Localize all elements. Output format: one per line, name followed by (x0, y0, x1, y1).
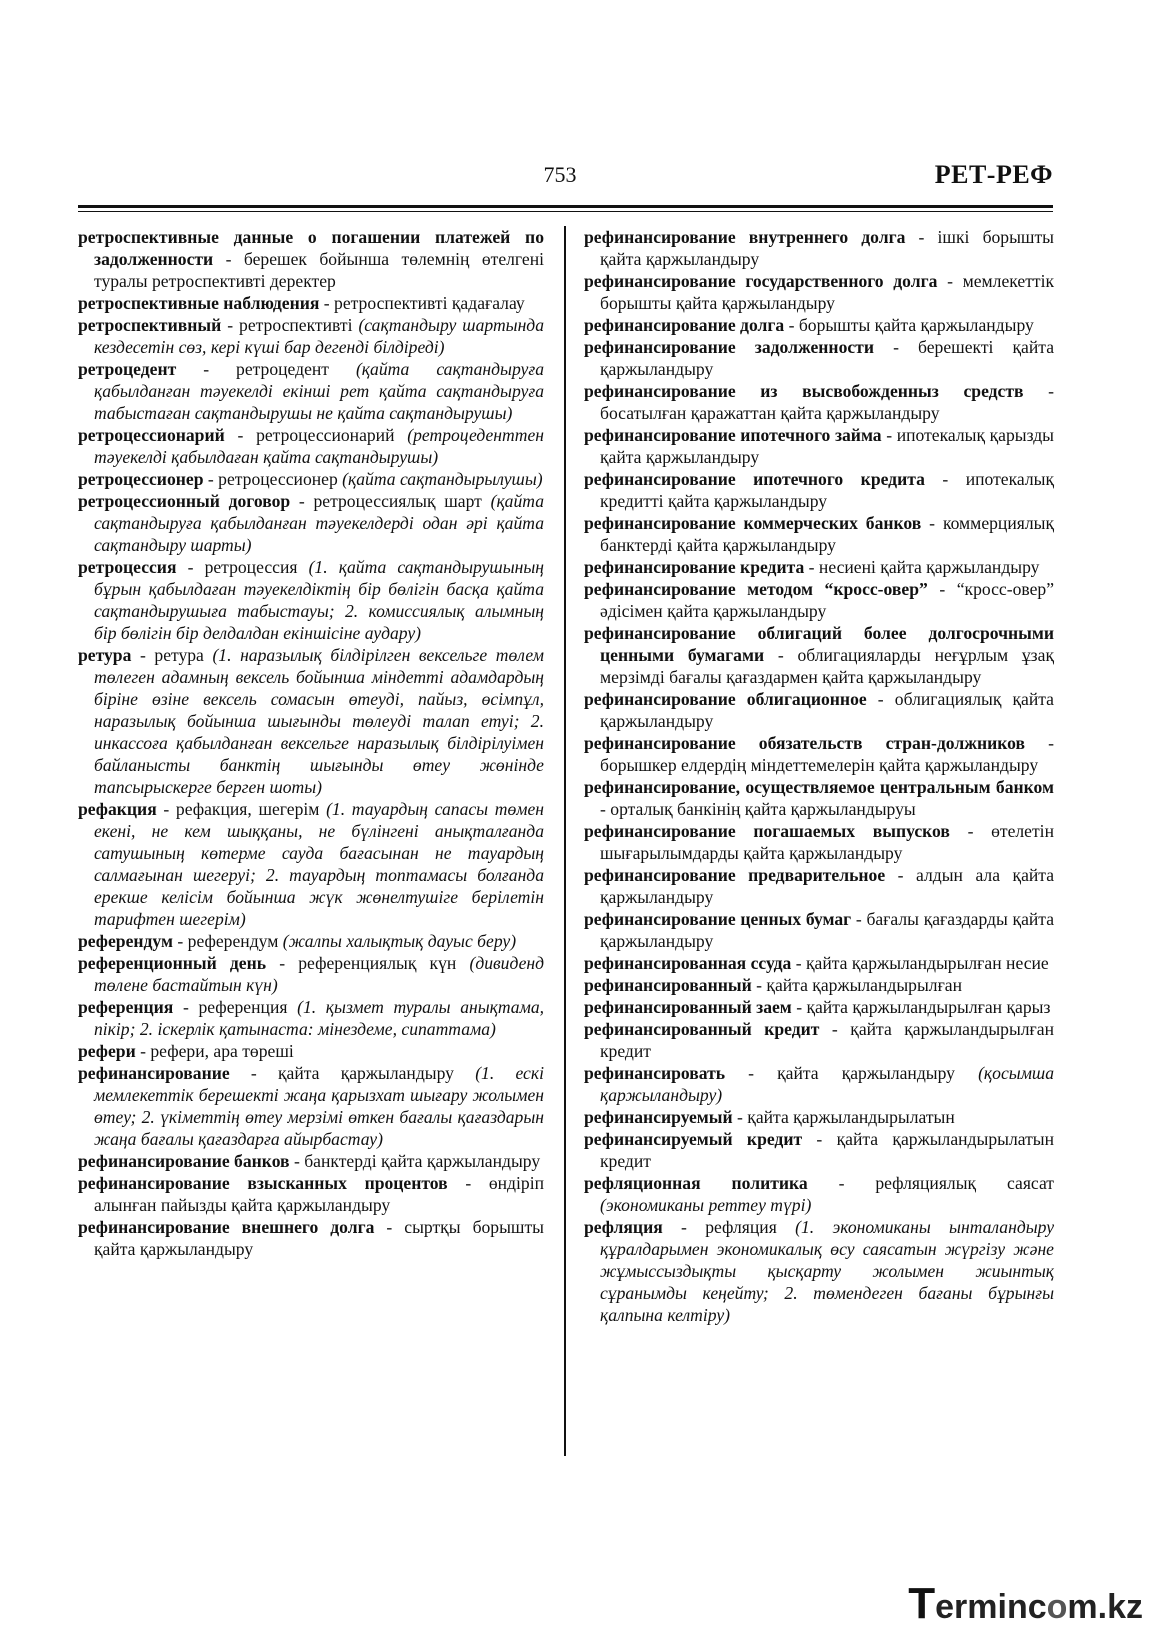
entry-note: (1. ескі мемлекеттік берешекті жаңа қарызхат шығару жолымен өтеу; 2. үкіметтің өтеу мерзімі өткен бағалы қағаздарын жаңа бағалы қағаздарға айырбастау) (94, 1063, 544, 1149)
entry-definition: рефляциялық саясат (875, 1173, 1054, 1193)
entry-definition: ретроцессиялық шарт (313, 491, 491, 511)
dictionary-entry (584, 820, 1054, 864)
dictionary-entry (584, 270, 1054, 314)
entry-separator: - (791, 997, 807, 1017)
entry-term: рефинансирование, осуществляемое центральным банком (584, 777, 1054, 797)
entry-separator: - (807, 1173, 876, 1193)
dictionary-entry (78, 314, 544, 358)
entry-term: референция (78, 997, 174, 1017)
dictionary-entry (584, 1172, 1054, 1216)
entry-definition: ретроспективті қадағалау (334, 293, 525, 313)
entry-separator: - (851, 909, 867, 929)
entry-note: (ретроцеденттен тәуекелді қабылдаған қайта сақтандырушы) (94, 425, 544, 467)
entry-term: ретроцессионный договор (78, 491, 291, 511)
entry-separator: - (921, 513, 943, 533)
entry-definition: қайта қаржыландыру (277, 1063, 476, 1083)
entry-term: ретроцедент (78, 359, 177, 379)
dictionary-entry (78, 952, 544, 996)
dictionary-entry (78, 1150, 544, 1172)
entry-term: рефинансирование коммерческих банков (584, 513, 922, 533)
dictionary-entry (584, 864, 1054, 908)
entry-separator: - (600, 799, 611, 819)
entry-definition: ретроспективті (239, 315, 359, 335)
column-divider (564, 226, 566, 1456)
entry-definition: сыртқы борышты қайта қаржыландыру (94, 1217, 544, 1259)
entry-definition: өтелетін шығарылымдарды қайта қаржыландыру (600, 821, 1054, 863)
entry-term: ретура (78, 645, 132, 665)
dictionary-entry (584, 556, 1054, 578)
dictionary-entry (584, 1216, 1054, 1326)
entry-term: ретроцессионарий (78, 425, 225, 445)
dictionary-entry (78, 468, 544, 490)
entry-definition: қайта қаржыландырылған кредит (600, 1019, 1054, 1061)
dictionary-entry (78, 1172, 544, 1216)
entry-term: рефинансированная ссуда (584, 953, 792, 973)
entry-separator: - (135, 1041, 151, 1061)
entry-note: (экономиканы реттеу түрі) (600, 1195, 812, 1215)
entry-term: ретроцессионер (78, 469, 204, 489)
entry-note: (жалпы халықтық дауыс беру) (282, 931, 517, 951)
entry-term: ретроспективные данные о погашении платежей по задолженности (78, 227, 544, 269)
entry-definition: қайта қаржыландырылатын (747, 1107, 955, 1127)
entry-term: рефинансирование облигационное (584, 689, 867, 709)
entry-separator: - (173, 997, 199, 1017)
entry-separator: - (873, 337, 919, 357)
entry-term: референдум (78, 931, 173, 951)
entry-term: рефинансируемый (584, 1107, 733, 1127)
entry-definition: ішкі борышты қайта қаржыландыру (600, 227, 1054, 269)
entry-definition: ипотекалық қарызды қайта қаржыландыру (600, 425, 1054, 467)
entry-separator: - (266, 953, 299, 973)
entry-separator: - (784, 315, 799, 335)
entry-separator: - (176, 557, 205, 577)
entry-definition: референдум (187, 931, 283, 951)
entry-separator: - (937, 271, 963, 291)
entry-term: рефинансирование ценных бумаг (584, 909, 852, 929)
entry-term: рефинансирование внешнего долга (78, 1217, 375, 1237)
dictionary-entry (78, 798, 544, 930)
dictionary-entry (78, 424, 544, 468)
entry-separator: - (885, 865, 917, 885)
dictionary-entry (584, 578, 1054, 622)
entry-separator: - (927, 579, 957, 599)
entry-definition: рефляция (705, 1217, 796, 1237)
dictionary-entry (584, 424, 1054, 468)
dictionary-entry (78, 1040, 544, 1062)
dictionary-entry (584, 974, 1054, 996)
entry-term: рефляция (584, 1217, 663, 1237)
entry-definition: ретроцессионарий (256, 425, 408, 445)
entry-term: рефляционная политика (584, 1173, 808, 1193)
entry-separator: - (224, 425, 257, 445)
entry-definition: қайта қаржыландырылатын кредит (600, 1129, 1054, 1171)
entry-term: рефинансирование кредита (584, 557, 805, 577)
entry-definition: ретура (154, 645, 213, 665)
entry-separator: - (131, 645, 155, 665)
entry-definition: ретроцессионер (218, 469, 343, 489)
entry-separator: - (924, 469, 966, 489)
entry-definition: борышкер елдердің міндеттемелерін қайта қаржыландыру (600, 755, 1039, 775)
entry-separator: - (213, 249, 244, 269)
entry-term: рефинансирование внутреннего долга (584, 227, 906, 247)
entry-definition: рефери, ара төреші (150, 1041, 294, 1061)
entry-separator: - (172, 931, 188, 951)
entry-definition: мемлекеттік борышты қайта қаржыландыру (600, 271, 1055, 313)
entry-definition: ретроцессия (204, 557, 309, 577)
entry-note: (дивиденд төлене бастайтын күн) (94, 953, 545, 995)
dictionary-entry (584, 1018, 1054, 1062)
dictionary-entry (584, 512, 1054, 556)
dictionary-entry (584, 336, 1054, 380)
dictionary-entry (78, 226, 544, 292)
entry-definition: банктерді қайта қаржыландыру (304, 1151, 541, 1171)
entry-term: ретроспективный (78, 315, 222, 335)
entry-separator: - (1023, 381, 1054, 401)
entry-definition: ипотекалық кредитті қайта қаржыландыру (600, 469, 1054, 511)
entry-definition: борышты қайта қаржыландыру (798, 315, 1034, 335)
entry-separator: - (447, 1173, 489, 1193)
dictionary-entry (584, 314, 1054, 336)
dictionary-entry (584, 380, 1054, 424)
entry-separator: - (176, 359, 237, 379)
entry-separator: - (881, 425, 897, 445)
dictionary-entry (78, 930, 544, 952)
entry-term: референционный день (78, 953, 267, 973)
entry-term: рефинансирование взысканных процентов (78, 1173, 448, 1193)
entry-separator: - (751, 975, 767, 995)
dictionary-entry (78, 556, 544, 644)
entry-term: рефинансирование ипотечного займа (584, 425, 882, 445)
entry-note: (қосымша қаржыландыру) (600, 1063, 1054, 1105)
header-rule-thin (78, 211, 1053, 212)
dictionary-entry (584, 732, 1054, 776)
entry-definition: өндіріп алынған пайызды қайта қаржыландыру (94, 1173, 544, 1215)
entry-separator: - (802, 1129, 837, 1149)
entry-term: рефинансирование методом “кросс-овер” (584, 579, 928, 599)
page-number: 753 (543, 162, 577, 187)
entry-term: рефинансирование государственного долга (584, 271, 938, 291)
dictionary-entry (584, 468, 1054, 512)
entry-separator: - (156, 799, 176, 819)
entry-term: рефинансированный заем (584, 997, 792, 1017)
entry-separator: - (662, 1217, 706, 1237)
entry-note: (1. экономиканы ынталандыру құралдарымен экономикалық өсу саясатын жүргізу және жұмыссыздықты қысқарту жолымен жиынтық сұранымды кеңейту; 2. төмендеген бағаны бұрынғы қалпына келтіру) (600, 1217, 1055, 1325)
entry-term: ретроспективные наблюдения (78, 293, 320, 313)
entry-separator: - (819, 1019, 851, 1039)
entry-separator: - (732, 1107, 748, 1127)
dictionary-entry (584, 226, 1054, 270)
dictionary-entry (78, 1216, 544, 1260)
entry-definition: бағалы қағаздарды қайта қаржыландыру (600, 909, 1055, 951)
entry-term: рефинансирование обязательств стран-должников (584, 733, 1025, 753)
entry-term: рефинансирование задолженности (584, 337, 874, 357)
entry-separator: - (949, 821, 992, 841)
entry-term: рефинансирование банков (78, 1151, 290, 1171)
entry-definition: рефакция, шегерім (175, 799, 327, 819)
dictionary-entry (78, 644, 544, 798)
dictionary-entry (78, 358, 544, 424)
entry-note: (қайта сақтандырылушы) (342, 469, 543, 489)
entry-note: (қайта сақтандыруға қабылданған тәуекелді екінші рет қайта сақтандыруға табыстаған сақтандырушы не қайта сақтандырушы) (94, 359, 544, 423)
entry-term: рефинансирование из высвобожденныз средств (584, 381, 1024, 401)
entry-term: рефери (78, 1041, 136, 1061)
entry-term: рефинансирование (78, 1063, 230, 1083)
entry-term: рефинансировать (584, 1063, 726, 1083)
entry-separator: - (319, 293, 335, 313)
dictionary-entry (584, 1106, 1054, 1128)
entry-note: (1. наразылық білдірілген вексельге төлем төлеген адамның вексель бойынша міндетті адамдардың біріне өзіне вексель сомасын өтеуді, пайыз, өсімпұл, наразылық бойынша шығынды төлеуді талап етуі; 2. инкассоға қабылданған вексельге наразылық білдірілуімен байланысты банктің шығынды өтеу жөнінде тапсырыскерге берген шоты) (94, 645, 544, 797)
entry-note: (1. тауардың сапасы төмен екені, не кем шыққаны, не бүлінгені анықталғанда сатушының көтерме сауда бағасынан не тауардың салмағынан шегеруі; 2. тауардың топтамасы болғанда ерекше келісім бойынша жүк жөнелтушіге берілетін тарифтен шегерім) (94, 799, 545, 929)
right-column (584, 226, 1054, 1326)
entry-note: (1. қайта сақтандырушының бұрын қабылдаған тәуекелдіктің бір бөлігін басқа қайта сақтандырушыға табыстауы; 2. комиссиялық алымның бір бөлігін бір делдалдан екіншісіне аудару) (94, 557, 544, 643)
entry-definition: қайта қаржыландырылған қарыз (806, 997, 1051, 1017)
entry-note: (қайта сақтандыруға қабылданған тәуекелдерді одан әрі қайта сақтандыру шарты) (94, 491, 544, 555)
dictionary-entry (584, 688, 1054, 732)
entry-definition: несиені қайта қаржыландыру (818, 557, 1040, 577)
dictionary-entry (78, 996, 544, 1040)
entry-note: (сақтандыру шартында кездесетін сөз, кері күші бар дегенді білдіреді) (94, 315, 544, 357)
entry-separator: - (866, 689, 895, 709)
entry-term: рефинансирование долга (584, 315, 785, 335)
entry-separator: - (1025, 733, 1055, 753)
entry-definition: референция (198, 997, 298, 1017)
entry-definition: облигациялық қайта қаржыландыру (600, 689, 1054, 731)
entry-term: рефинансирование ипотечного кредита (584, 469, 925, 489)
entry-term: ретроцессия (78, 557, 177, 577)
entry-term: рефинансируемый кредит (584, 1129, 803, 1149)
entry-term: рефакция (78, 799, 157, 819)
entry-separator: - (804, 557, 819, 577)
entry-term: рефинансирование облигаций более долгосрочными ценными бумагами (584, 623, 1054, 665)
entry-separator: - (203, 469, 219, 489)
header-rule-thick (78, 205, 1053, 208)
entry-separator: - (905, 227, 938, 247)
left-column (78, 226, 544, 1260)
entry-separator: - (374, 1217, 405, 1237)
watermark-logo: Termincom.kz (908, 1579, 1143, 1628)
entry-definition: берешекті қайта қаржыландыру (600, 337, 1054, 379)
dictionary-entry (584, 952, 1054, 974)
entry-separator: - (221, 315, 240, 335)
dictionary-entry (584, 622, 1054, 688)
section-title: РЕТ-РЕФ (934, 160, 1053, 189)
entry-definition: ретроцедент (236, 359, 356, 379)
entry-term: рефинансирование погашаемых выпусков (584, 821, 950, 841)
dictionary-entry (584, 1128, 1054, 1172)
entry-definition: қайта қаржыландырылған несие (806, 953, 1049, 973)
entry-definition: босатылған қаражаттан қайта қаржыландыру (600, 403, 940, 423)
entry-definition: облигацияларды неғұрлым ұзақ мерзімді бағалы қағаздармен қайта қаржыландыру (600, 645, 1054, 687)
entry-separator: - (725, 1063, 778, 1083)
entry-definition: коммерциялық банктерді қайта қаржыландыру (600, 513, 1054, 555)
entry-separator: - (764, 645, 798, 665)
entry-separator: - (289, 1151, 305, 1171)
dictionary-entry (584, 908, 1054, 952)
entry-separator: - (290, 491, 314, 511)
entry-term: рефинансированный кредит (584, 1019, 820, 1039)
entry-definition: референциялық күн (298, 953, 470, 973)
dictionary-entry (584, 1062, 1054, 1106)
entry-definition: қайта қаржыландырылған (766, 975, 963, 995)
entry-term: рефинансированный (584, 975, 752, 995)
dictionary-entry (78, 490, 544, 556)
dictionary-entry (78, 292, 544, 314)
entry-separator: - (229, 1063, 278, 1083)
entry-definition: орталық банкінің қайта қаржыландыруы (610, 799, 916, 819)
dictionary-entry (584, 996, 1054, 1018)
dictionary-entry (584, 776, 1054, 820)
dictionary-entry (78, 1062, 544, 1150)
entry-term: рефинансирование предварительное (584, 865, 886, 885)
entry-separator: - (791, 953, 806, 973)
entry-definition: “кросс-овер” әдісімен қайта қаржыландыру (600, 579, 1054, 621)
entry-definition: алдын ала қайта қаржыландыру (600, 865, 1055, 907)
entry-definition: қайта қаржыландыру (777, 1063, 979, 1083)
entry-definition: берешек бойынша төлемнің өтелгені туралы ретроспективті деректер (94, 249, 545, 291)
entry-note: (1. қызмет туралы анықтама, пікір; 2. іскерлік қатынаста: мінездеме, сипаттама) (94, 997, 545, 1039)
